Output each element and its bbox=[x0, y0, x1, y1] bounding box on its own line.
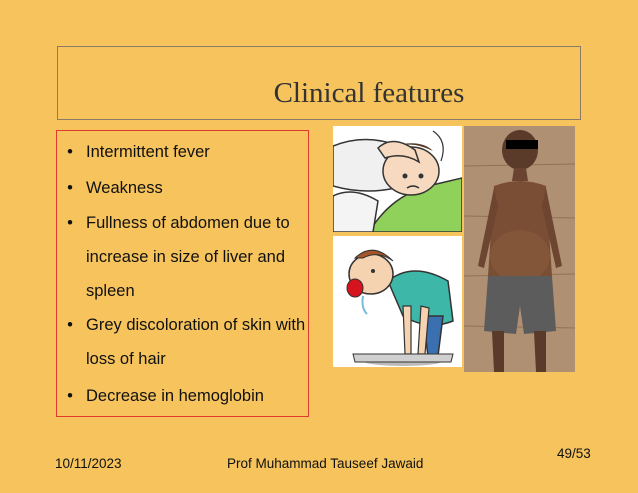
feverish-patient-drawing bbox=[333, 126, 462, 232]
child-with-enlarged-abdomen-photo bbox=[464, 126, 575, 372]
bullet-text: Fullness of abdomen due to increase in size of liver and spleen bbox=[86, 214, 290, 300]
child-photo-drawing bbox=[464, 126, 575, 372]
bullet-item bbox=[63, 379, 308, 413]
weak-man-drawing bbox=[333, 236, 462, 367]
bullet-text: Intermittent fever bbox=[86, 143, 210, 161]
footer-date: 10/11/2023 bbox=[55, 456, 122, 471]
bullet-text: Grey discoloration of skin with loss of hair bbox=[86, 316, 306, 368]
bullet-marker: • bbox=[67, 143, 73, 161]
bullet-list bbox=[56, 130, 309, 417]
slide-title: Clinical features bbox=[273, 77, 465, 109]
bullet-item bbox=[63, 135, 308, 169]
bullet-marker: • bbox=[67, 387, 73, 405]
bullet-text: Weakness bbox=[86, 179, 163, 197]
footer-author: Prof Muhammad Tauseef Jawaid bbox=[227, 456, 424, 471]
bullet-item bbox=[63, 206, 308, 308]
weak-man-illustration bbox=[333, 236, 462, 367]
feverish-patient-illustration bbox=[333, 126, 462, 232]
bullet-text: Decrease in hemoglobin bbox=[86, 387, 264, 405]
bullet-marker: • bbox=[67, 214, 73, 232]
title-frame bbox=[57, 46, 581, 120]
bullet-item bbox=[63, 308, 308, 376]
bullet-marker: • bbox=[67, 179, 73, 197]
page-number: 49/53 bbox=[557, 446, 591, 461]
bullet-item bbox=[63, 171, 308, 205]
bullet-marker: • bbox=[67, 316, 73, 334]
eye-bar bbox=[506, 140, 538, 149]
